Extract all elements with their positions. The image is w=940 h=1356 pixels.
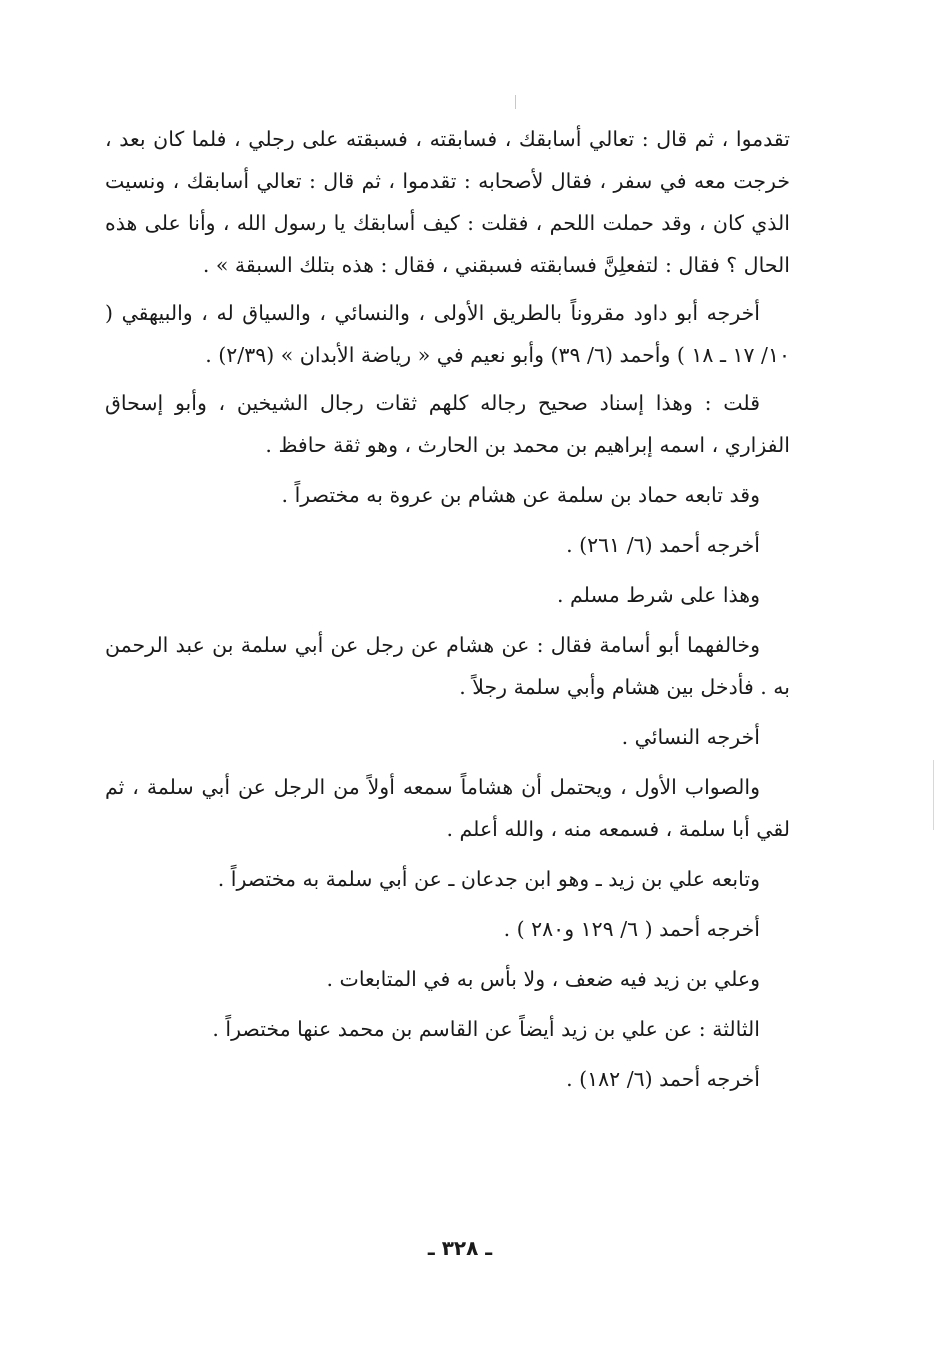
paragraph-ali-ibn-zayd-daif: وعلي بن زيد فيه ضعف ، ولا بأس به في المتابعات . [326,967,760,991]
page-number: ـ ٣٢٨ ـ [427,1236,493,1260]
paragraph-takhrij-ahmad-129: أخرجه أحمد ( ٦/ ١٢٩ و٢٨٠ ) . [503,917,760,941]
paragraph-abu-usama-mukhalafa: وخالفهما أبو أسامة فقال : عن هشام عن رجل عن أبي سلمة بن عبد الرحمن به . فأدخل بين هشام وأبي سلمة رجلاً . [105,633,790,699]
paragraph-sawab: والصواب الأول ، ويحتمل أن هشاماً سمعه أولاً من الرجل عن أبي سلمة ، ثم لقي أبا سلمة ، فسمعه منه ، والله أعلم . [105,775,790,841]
paragraph-takhrij-ahmad-182: أخرجه أحمد (٦/ ١٨٢) . [566,1067,760,1091]
paragraph-takhrij-nasai: أخرجه النسائي . [621,725,760,749]
paragraph-muslim-condition: وهذا على شرط مسلم . [557,583,760,607]
paragraph-takhrij-abu-dawud: أخرجه أبو داود مقروناً بالطريق الأولى ، والنسائي ، والسياق له ، والبيهقي ( ١٠/ ١٧ ـ ١٨ ) وأحمد (٦/ ٣٩) وأبو نعيم في « رياضة الأبدان » (٢/٣٩) . [105,301,790,367]
paragraph-ali-ibn-zayd-mutabaa: وتابعه علي بن زيد ـ وهو ابن جدعان ـ عن أبي سلمة به مختصراً . [217,867,760,891]
scan-artifact [515,95,516,109]
paragraph-hammad-mutabaa: وقد تابعه حماد بن سلمة عن هشام بن عروة به مختصراً . [281,483,760,507]
paragraph-third-route: الثالثة : عن علي بن زيد أيضاً عن القاسم بن محمد عنها مختصراً . [212,1017,760,1041]
page-body [105,118,790,1100]
scan-edge-artifact [933,760,934,830]
paragraph-hadith-continuation: تقدموا ، ثم قال : تعالي أسابقك ، فسابقته ، فسبقته على رجلي ، فلما كان بعد ، خرجت معه في سفر ، فقال لأصحابه : تقدموا ، ثم قال : تعالي أسابقك ، ونسيت الذي كان ، وقد حملت اللحم ، فقلت : كيف أسابقك يا رسول الله ، وأنا على هذه الحال ؟ فقال : لتفعلِنَّ فسابقته فسبقني ، فقال : هذه بتلك السبقة » . [105,127,790,277]
paragraph-takhrij-ahmad-261: أخرجه أحمد (٦/ ٢٦١) . [566,533,760,557]
paragraph-isnad-assessment: قلت : وهذا إسناد صحيح رجاله كلهم ثقات رجال الشيخين ، وأبو إسحاق الفزاري ، اسمه إبراهيم بن محمد بن الحارث ، وهو ثقة حافظ . [105,391,790,457]
